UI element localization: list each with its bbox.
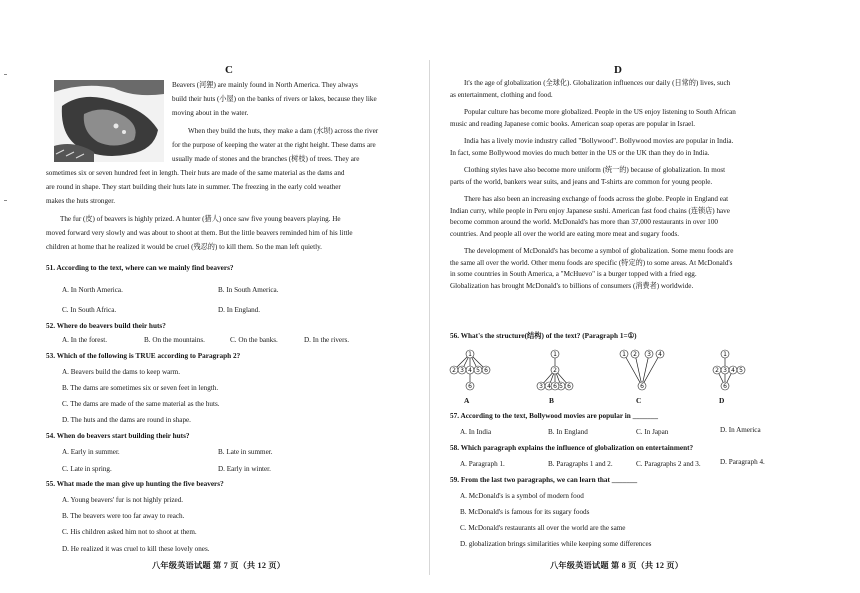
text-line: Beavers (河狸) are mainly found in North America. They always	[172, 81, 358, 89]
text-line: Popular culture has become more globalized. People in the US enjoy listening to South African	[464, 108, 736, 116]
passage-c-para3	[46, 212, 408, 254]
text-line: The fur (皮) of beavers is highly prized. A hunter (猎人) once saw five young beavers playing. He	[60, 215, 341, 223]
text-line: countries. And people all over the world are eating more meat and sugary foods.	[450, 229, 680, 238]
text-line: music and reading Japanese comic books. American soap operas are popular in Israel.	[450, 119, 696, 128]
text-line: parts of the world, bankers wear suits, and jeans and T-shirts are common for young people.	[450, 177, 713, 186]
option-57-b[interactable]: B. In England	[548, 428, 588, 436]
structure-node-label: 5	[476, 367, 480, 375]
option-57-d[interactable]: D. In America	[720, 426, 761, 434]
option-59-c[interactable]: C. McDonald's restaurants all over the world are the same	[460, 524, 626, 532]
structure-node-label: 1	[622, 351, 626, 359]
passage-c-para2-cont	[46, 166, 408, 208]
section-title-d: D	[614, 64, 622, 76]
text-line: in some countries in South America, a "McHuevo" is a burger topped with a fried egg.	[450, 270, 697, 278]
option-59-d[interactable]: D. globalization brings similarities while keeping some differences	[460, 540, 652, 548]
structure-node-label: 5	[739, 367, 743, 375]
question-55: 55. What made the man give up hunting the five beavers?	[46, 480, 224, 488]
passage-d	[450, 78, 824, 292]
structure-node-label: 6	[553, 383, 557, 391]
structure-node-label: 4	[547, 383, 551, 391]
option-59-b[interactable]: B. McDonald's is famous for its sugary foods	[460, 508, 590, 516]
option-54-a[interactable]: A. Early in summer.	[62, 448, 120, 456]
question-56: 56. What's the structure(结构) of the text? (Paragraph 1=①)	[450, 332, 637, 340]
text-line: When they build the huts, they make a dam (水坝) across the river	[188, 127, 379, 135]
option-58-a[interactable]: A. Paragraph 1.	[460, 460, 505, 468]
question-53	[46, 350, 240, 362]
text-line: moving about in the water.	[172, 109, 249, 117]
structure-node-label: 3	[539, 383, 543, 391]
question-58: 58. Which paragraph explains the influence of globalization on entertainment?	[450, 444, 694, 452]
text-line: for the purpose of keeping the water at the right height. These dams are	[172, 141, 376, 149]
text-line: sometimes six or seven hundred feet in length. Their huts are made of the same material as the dams and	[46, 169, 345, 177]
structure-node-label: 2	[633, 351, 637, 359]
structure-node-label: 2	[553, 367, 557, 375]
option-55-d[interactable]: D. He realized it was cruel to kill these lovely ones.	[62, 545, 210, 553]
structure-node-label: 1	[553, 351, 557, 359]
option-52-b[interactable]: B. On the mountains.	[144, 336, 205, 344]
text-line: become common around the world. McDonald's has more than 37,000 restaurants in over 100	[450, 218, 719, 226]
structure-node-label: 5	[559, 383, 563, 391]
structure-node-label: 6	[640, 383, 644, 391]
option-53-a[interactable]: A. Beavers build the dams to keep warm.	[62, 368, 180, 376]
option-51-d[interactable]: D. In England.	[218, 306, 261, 314]
beaver-illustration	[54, 80, 164, 162]
text-line: There has also been an increasing exchange of foods across the globe. People in England eat	[464, 195, 729, 203]
text-line: build their huts (小屋) on the banks of rivers or lakes, because they like	[172, 95, 377, 103]
passage-c-para1	[172, 78, 408, 120]
question-53-text: 53. Which of the following is	[46, 352, 136, 360]
option-55-b[interactable]: B. The beavers were too far away to reach.	[62, 512, 185, 520]
structure-label-a[interactable]: A	[464, 396, 470, 405]
option-52-d[interactable]: D. In the rivers.	[304, 336, 350, 344]
structure-edge	[642, 354, 649, 386]
option-54-d[interactable]: D. Early in winter.	[218, 465, 271, 473]
text-line: In fact, some Bollywood movies do much better in the US or the UK than they do in India.	[450, 148, 710, 157]
option-54-c[interactable]: C. Late in spring.	[62, 465, 112, 473]
structure-node-label: 3	[460, 367, 464, 375]
question-51: 51. According to the text, where can we mainly find beavers?	[46, 264, 234, 272]
structure-edge	[642, 354, 660, 386]
structure-node-label: 3	[647, 351, 651, 359]
text-line: Globalization has brought McDonald's to billions of consumers (消费者) worldwide.	[450, 281, 694, 290]
passage-c-para2	[172, 124, 408, 166]
text-line: It's the age of globalization (全球化). Globalization influences our daily (日常的) lives, such	[464, 79, 731, 87]
question-54: 54. When do beavers start building their huts?	[46, 432, 190, 440]
right-page	[430, 0, 860, 593]
question-57: 57. According to the text, Bollywood movies are popular in _______	[450, 412, 658, 420]
option-53-b[interactable]: B. The dams are sometimes six or seven feet in length.	[62, 384, 219, 392]
text-line: Clothing styles have also become more uniform (统一的) because of globalization. In most	[464, 166, 726, 174]
structure-diagrams	[448, 346, 788, 396]
option-55-c[interactable]: C. His children asked him not to shoot at them.	[62, 528, 197, 536]
question-53-keyword: TRUE	[135, 352, 156, 360]
structure-node-label: 3	[723, 367, 727, 375]
structure-label-d[interactable]: D	[719, 396, 725, 405]
structure-node-label: 2	[452, 367, 456, 375]
structure-label-b[interactable]: B	[549, 396, 554, 405]
option-52-a[interactable]: A. In the forest.	[62, 336, 108, 344]
structure-node-label: 4	[658, 351, 662, 359]
option-51-c[interactable]: C. In South Africa.	[62, 306, 117, 314]
structure-node-label: 4	[468, 367, 472, 375]
text-line: children at home that he realized it would be cruel (残忍的) to kill them. So the man left quietly.	[46, 243, 322, 251]
question-59: 59. From the last two paragraphs, we can learn that _______	[450, 476, 638, 484]
text-line: The development of McDonald's has become a symbol of globalization. Some menu foods are	[464, 247, 734, 255]
page-footer-right: 八年级英语试题 第 8 页（共 12 页）	[550, 561, 684, 570]
text-line: India has a lively movie industry called "Bollywood". Bollywood movies are popular in India.	[464, 137, 734, 145]
structure-node-label: 6	[567, 383, 571, 391]
question-53-text: according to Paragraph 2?	[155, 352, 241, 360]
option-57-c[interactable]: C. In Japan	[636, 428, 669, 436]
option-51-b[interactable]: B. In South America.	[218, 286, 279, 294]
text-line: Indian curry, while people in Peru enjoy Japanese sushi. American fast food chains (连锁店) have	[450, 206, 730, 215]
text-line: makes the huts stronger.	[46, 197, 116, 205]
text-line: are round in shape. They start building their huts late in summer. The freezing in the early cold weather	[46, 183, 341, 191]
structure-node-label: 6	[468, 383, 472, 391]
structure-node-label: 2	[715, 367, 719, 375]
structure-label-c[interactable]: C	[636, 396, 642, 405]
structure-node-label: 1	[723, 351, 727, 359]
question-52: 52. Where do beavers build their huts?	[46, 322, 166, 330]
page-footer-left: 八年级英语试题 第 7 页（共 12 页）	[152, 561, 286, 570]
option-57-a[interactable]: A. In India	[460, 428, 492, 436]
text-line: usually made of stones and the branches (树枝) of trees. They are	[172, 155, 360, 163]
option-52-c[interactable]: C. On the banks.	[230, 336, 278, 344]
structure-node-label: 6	[484, 367, 488, 375]
option-58-d[interactable]: D. Paragraph 4.	[720, 458, 765, 466]
option-58-c[interactable]: C. Paragraphs 2 and 3.	[636, 460, 701, 468]
option-59-a[interactable]: A. McDonald's is a symbol of modern food	[460, 492, 584, 500]
option-53-d[interactable]: D. The huts and the dams are round in shape.	[62, 416, 191, 424]
text-line: the same all over the world. Other menu foods are specific (特定的) to some areas. At McDonald's	[450, 258, 733, 267]
option-54-b[interactable]: B. Late in summer.	[218, 448, 273, 456]
structure-node-label: 1	[468, 351, 472, 359]
text-line: moved forward very slowly and was about to shoot at them. But the little beavers reminded him of his little	[46, 229, 353, 237]
text-line: as entertainment, clothing and food.	[450, 90, 553, 99]
structure-edge	[635, 354, 642, 386]
structure-node-label: 4	[731, 367, 735, 375]
option-55-a[interactable]: A. Young beavers' fur is not highly prized.	[62, 496, 184, 504]
section-title-c: C	[225, 64, 233, 76]
structure-edge	[624, 354, 642, 386]
option-58-b[interactable]: B. Paragraphs 1 and 2.	[548, 460, 613, 468]
option-53-c[interactable]: C. The dams are made of the same material as the huts.	[62, 400, 220, 408]
structure-node-label: 6	[723, 383, 727, 391]
option-51-a[interactable]: A. In North America.	[62, 286, 123, 294]
